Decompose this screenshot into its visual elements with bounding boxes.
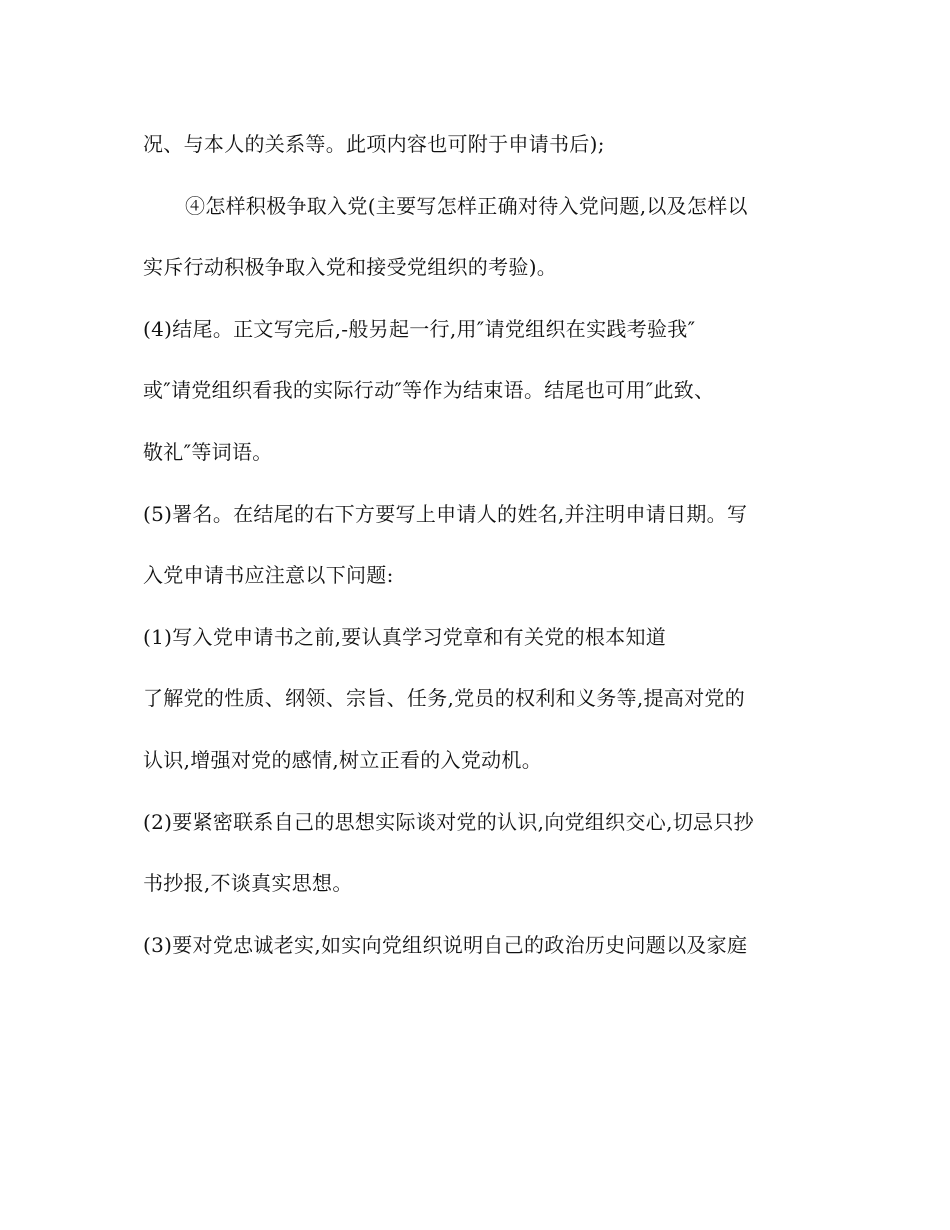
text-line: 实斥行动积极争取入党和接受党组织的考验)。: [143, 255, 558, 280]
text-line: (4)结尾。正文写完后,-般另起一行,用″请党组织在实践考验我″: [143, 316, 696, 341]
text-line: 认识,增强对党的感情,树立正看的入党动机。: [143, 747, 543, 772]
text-line: (1)写入党申请书之前,要认真学习党章和有关党的根本知道: [143, 624, 667, 649]
text-line: (3)要对党忠诚老实,如实向党组织说明自己的政治历史问题以及家庭: [143, 932, 748, 957]
text-line: ④怎样积极争取入党(主要写怎样正确对待入党问题,以及怎样以: [185, 193, 748, 218]
text-line: (2)要紧密联系自己的思想实际谈对党的认识,向党组织交心,切忌只抄: [143, 809, 754, 834]
text-line: (5)署名。在结尾的右下方要写上申请人的姓名,并注明申请日期。写: [143, 501, 748, 526]
text-line: 入党申请书应注意以下问题:: [143, 563, 394, 588]
text-line: 书抄报,不谈真实思想。: [143, 871, 353, 896]
text-line: 了解党的性质、纲领、宗旨、任务,党员的权利和义务等,提高对党的: [143, 686, 746, 711]
text-line: 或″请党组织看我的实际行动″等作为结束语。结尾也可用″此致、: [143, 378, 715, 403]
text-line: 敬礼″等词语。: [143, 439, 273, 464]
document-body: [143, 118, 823, 980]
text-line: 况、与本人的关系等。此项内容也可附于申请书后);: [143, 132, 605, 156]
